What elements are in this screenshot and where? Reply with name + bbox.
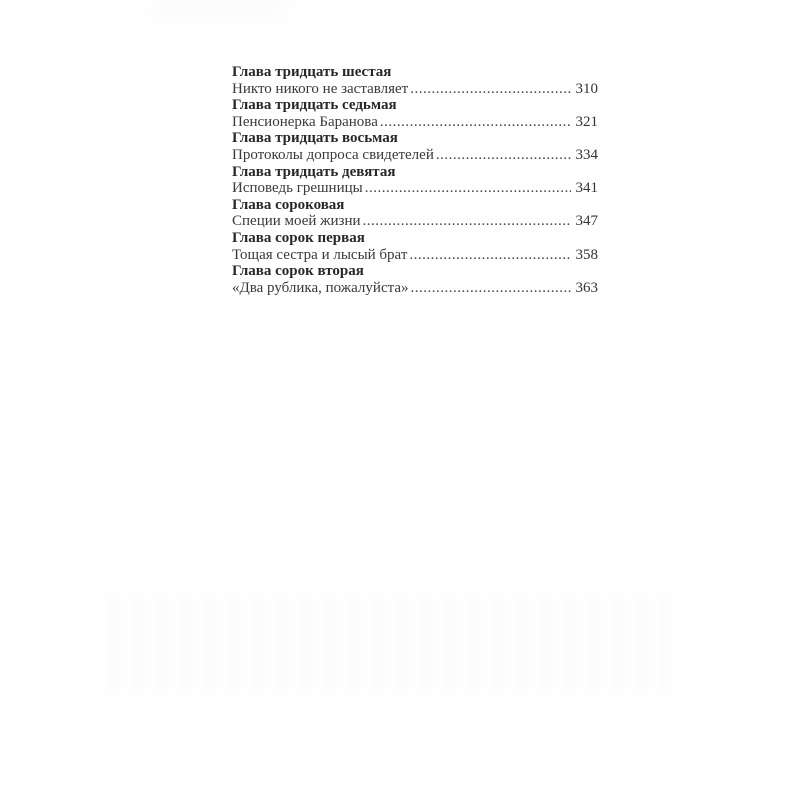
toc-entry-title: Протоколы допроса свидетелей (232, 146, 434, 163)
toc-page-number: 321 (575, 113, 598, 130)
toc-entry-title: Тощая сестра и лысый брат (232, 246, 408, 263)
toc-entry-title: Специи моей жизни (232, 213, 361, 230)
scan-artifact (110, 600, 670, 690)
toc-page-number: 363 (575, 279, 598, 296)
dot-leader (365, 180, 571, 197)
toc-chapter-heading: Глава тридцать седьмая (232, 97, 397, 114)
toc-chapter-heading: Глава сороковая (232, 196, 345, 213)
toc-title-line (232, 180, 598, 197)
toc-entry (232, 64, 598, 97)
toc-chapter-heading: Глава тридцать шестая (232, 64, 392, 80)
dot-leader (411, 280, 571, 297)
toc-page-number: 347 (575, 213, 598, 230)
toc-title-line (232, 147, 598, 164)
toc-chapter-heading: Глава сорок вторая (232, 263, 364, 280)
toc-entry-title: Пенсионерка Баранова (232, 113, 378, 130)
toc-chapter-heading: Глава сорок первая (232, 229, 365, 246)
toc-title-line (232, 213, 598, 230)
toc-entry (232, 197, 598, 230)
toc-entry-title: Исповедь грешницы (232, 180, 363, 197)
toc-page-number: 341 (575, 180, 598, 197)
toc-page-number: 358 (575, 246, 598, 263)
toc-entry (232, 263, 598, 296)
toc-title-line (232, 247, 598, 264)
dot-leader (409, 247, 570, 264)
toc-title-line (232, 81, 598, 98)
toc-page-number: 310 (575, 80, 598, 97)
toc-chapter-heading: Глава тридцать девятая (232, 163, 396, 180)
toc-entry-title: Никто никого не заставляет (232, 80, 409, 97)
toc-entry (232, 97, 598, 130)
toc-title-line (232, 280, 598, 297)
toc-entry (232, 130, 598, 163)
toc-chapter-heading: Глава тридцать восьмая (232, 130, 398, 147)
scan-artifact (157, 0, 282, 14)
dot-leader (363, 213, 571, 230)
dot-leader (410, 81, 570, 98)
dot-leader (436, 147, 571, 164)
dot-leader (380, 114, 571, 131)
toc-entry (232, 230, 598, 263)
toc-title-line (232, 114, 598, 131)
toc-page-number: 334 (575, 146, 598, 163)
toc-entry (232, 164, 598, 197)
table-of-contents (232, 64, 598, 296)
toc-entry-title: «Два рублика, пожалуйста» (232, 279, 409, 296)
